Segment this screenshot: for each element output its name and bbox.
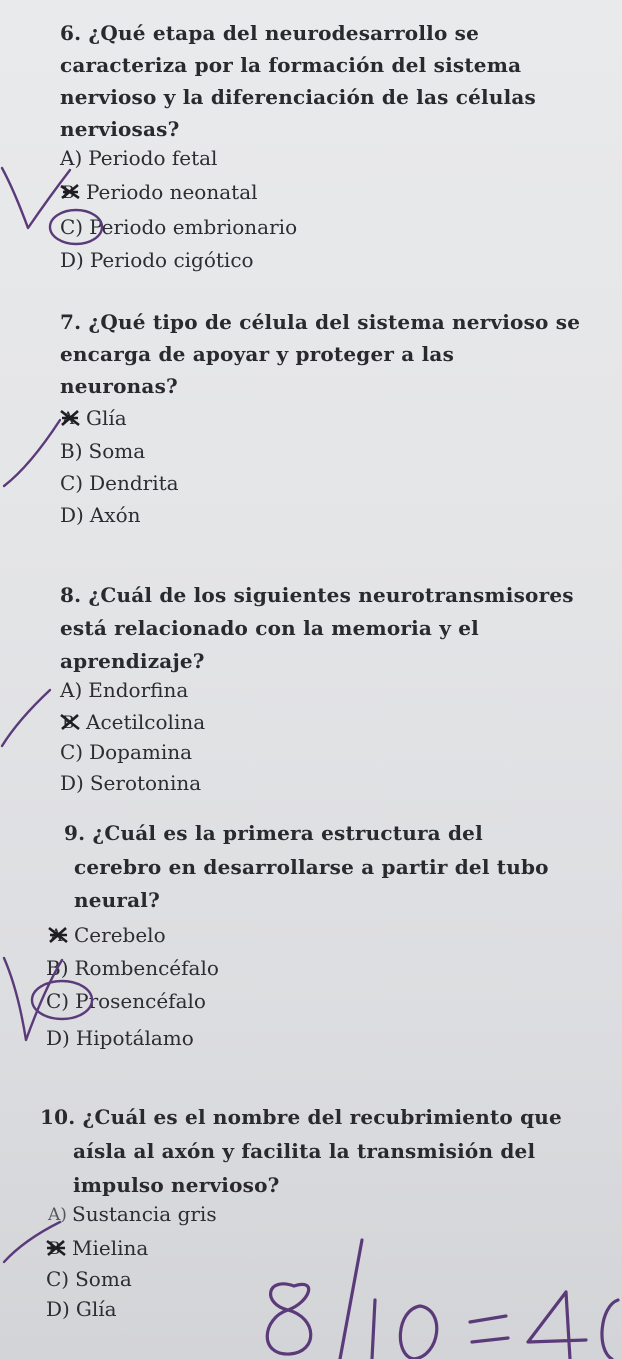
option-text: Dopamina	[89, 740, 193, 764]
question-line: caracteriza por la formación del sistema	[60, 53, 522, 77]
option-c-selected[interactable]	[60, 215, 297, 239]
option-b[interactable]	[60, 179, 258, 204]
option-text: Dendrita	[89, 471, 179, 495]
question-number: 6.	[60, 21, 82, 45]
option-text: Prosencéfalo	[75, 989, 206, 1013]
crossed-out-letter-mark	[60, 182, 80, 202]
option-letter: C)	[60, 740, 84, 764]
option-b[interactable]	[60, 439, 145, 463]
option-a-selected[interactable]	[60, 405, 127, 430]
handwritten-score-drawing	[267, 1240, 618, 1359]
question-line: ¿Cuál de los siguientes neurotransmisores	[88, 583, 574, 607]
option-text: Mielina	[72, 1236, 149, 1260]
checkmark-q7	[4, 420, 60, 486]
question-number: 8.	[60, 583, 82, 607]
option-text: Periodo embrionario	[89, 215, 298, 239]
option-letter: D)	[60, 771, 84, 795]
option-text: Serotonina	[89, 771, 202, 795]
question-number: 9.	[64, 821, 86, 845]
question-line: ¿Cuál es el nombre del recubrimiento que	[82, 1105, 562, 1129]
option-c[interactable]	[46, 1267, 132, 1291]
crossed-out-letter-mark	[46, 1238, 66, 1258]
option-c[interactable]	[60, 471, 179, 495]
question-line: ¿Qué etapa del neurodesarrollo se	[88, 21, 480, 45]
svg-text:B: B	[62, 713, 75, 732]
option-letter: D)	[60, 248, 84, 272]
question-line: neural?	[74, 888, 161, 912]
question-line: está relacionado con la memoria y el	[60, 616, 479, 640]
question-number: 10.	[40, 1105, 76, 1129]
option-text: Periodo neonatal	[86, 180, 258, 204]
crossed-out-letter-mark	[48, 925, 68, 945]
svg-text:A: A	[50, 926, 63, 945]
option-text: Glía	[75, 1297, 117, 1321]
option-b[interactable]	[46, 956, 219, 980]
option-c-circled[interactable]	[46, 989, 206, 1013]
option-letter: D)	[46, 1026, 70, 1050]
option-text: Soma	[88, 439, 146, 463]
svg-text:B: B	[48, 1239, 61, 1258]
option-text: Glía	[86, 406, 127, 430]
question-line: nervioso y la diferenciación de las células	[60, 85, 537, 109]
option-letter: C)	[60, 471, 84, 495]
option-letter: D)	[46, 1297, 70, 1321]
question-line: impulso nervioso?	[73, 1173, 280, 1197]
option-text: Periodo fetal	[88, 146, 218, 170]
option-d[interactable]	[46, 1297, 117, 1321]
option-letter: B)	[60, 439, 83, 463]
svg-text:B: B	[62, 183, 75, 202]
question-line: cerebro en desarrollarse a partir del tubo	[74, 855, 549, 879]
svg-text:A: A	[62, 409, 75, 428]
question-line: aprendizaje?	[60, 649, 205, 673]
question-line: neuronas?	[60, 374, 178, 398]
option-text: Periodo cigótico	[89, 248, 254, 272]
option-letter: B)	[46, 956, 69, 980]
option-text: Cerebelo	[74, 923, 166, 947]
question-line: ¿Cuál es la primera estructura del	[92, 821, 483, 845]
option-letter: C)	[46, 1267, 70, 1291]
crossed-out-letter-mark	[60, 408, 80, 428]
option-b-selected[interactable]	[60, 709, 205, 734]
option-a[interactable]	[60, 146, 217, 170]
option-d[interactable]	[60, 248, 254, 272]
option-a[interactable]	[60, 678, 188, 702]
option-d[interactable]	[60, 771, 201, 795]
crossed-out-letter-mark	[60, 712, 80, 732]
option-letter: A)	[60, 146, 83, 170]
option-letter: D)	[60, 503, 84, 527]
question-number: 7.	[60, 310, 82, 334]
option-d[interactable]	[46, 1026, 194, 1050]
option-a[interactable]	[46, 1201, 217, 1226]
option-letter: A)	[60, 678, 83, 702]
option-text: Axón	[89, 503, 141, 527]
option-a-selected[interactable]	[48, 922, 166, 947]
option-text: Acetilcolina	[86, 710, 206, 734]
option-text: Sustancia gris	[72, 1202, 217, 1226]
faded-letter-mark	[46, 1204, 66, 1224]
option-text: Soma	[75, 1267, 132, 1291]
option-c[interactable]	[60, 740, 192, 764]
svg-text:A): A)	[48, 1205, 66, 1224]
option-text: Endorfina	[88, 678, 189, 702]
option-d[interactable]	[60, 503, 141, 527]
question-line: nerviosas?	[60, 117, 180, 141]
option-letter: C)	[46, 989, 70, 1013]
question-line: aísla al axón y facilita la transmisión del	[73, 1139, 536, 1163]
option-text: Hipotálamo	[75, 1026, 194, 1050]
option-b-selected[interactable]	[46, 1235, 148, 1260]
checkmark-q8	[2, 690, 50, 746]
question-line: ¿Qué tipo de célula del sistema nervioso se	[88, 310, 581, 334]
question-line: encarga de apoyar y proteger a las	[60, 342, 455, 366]
option-text: Rombencéfalo	[74, 956, 219, 980]
option-letter: C)	[60, 215, 84, 239]
